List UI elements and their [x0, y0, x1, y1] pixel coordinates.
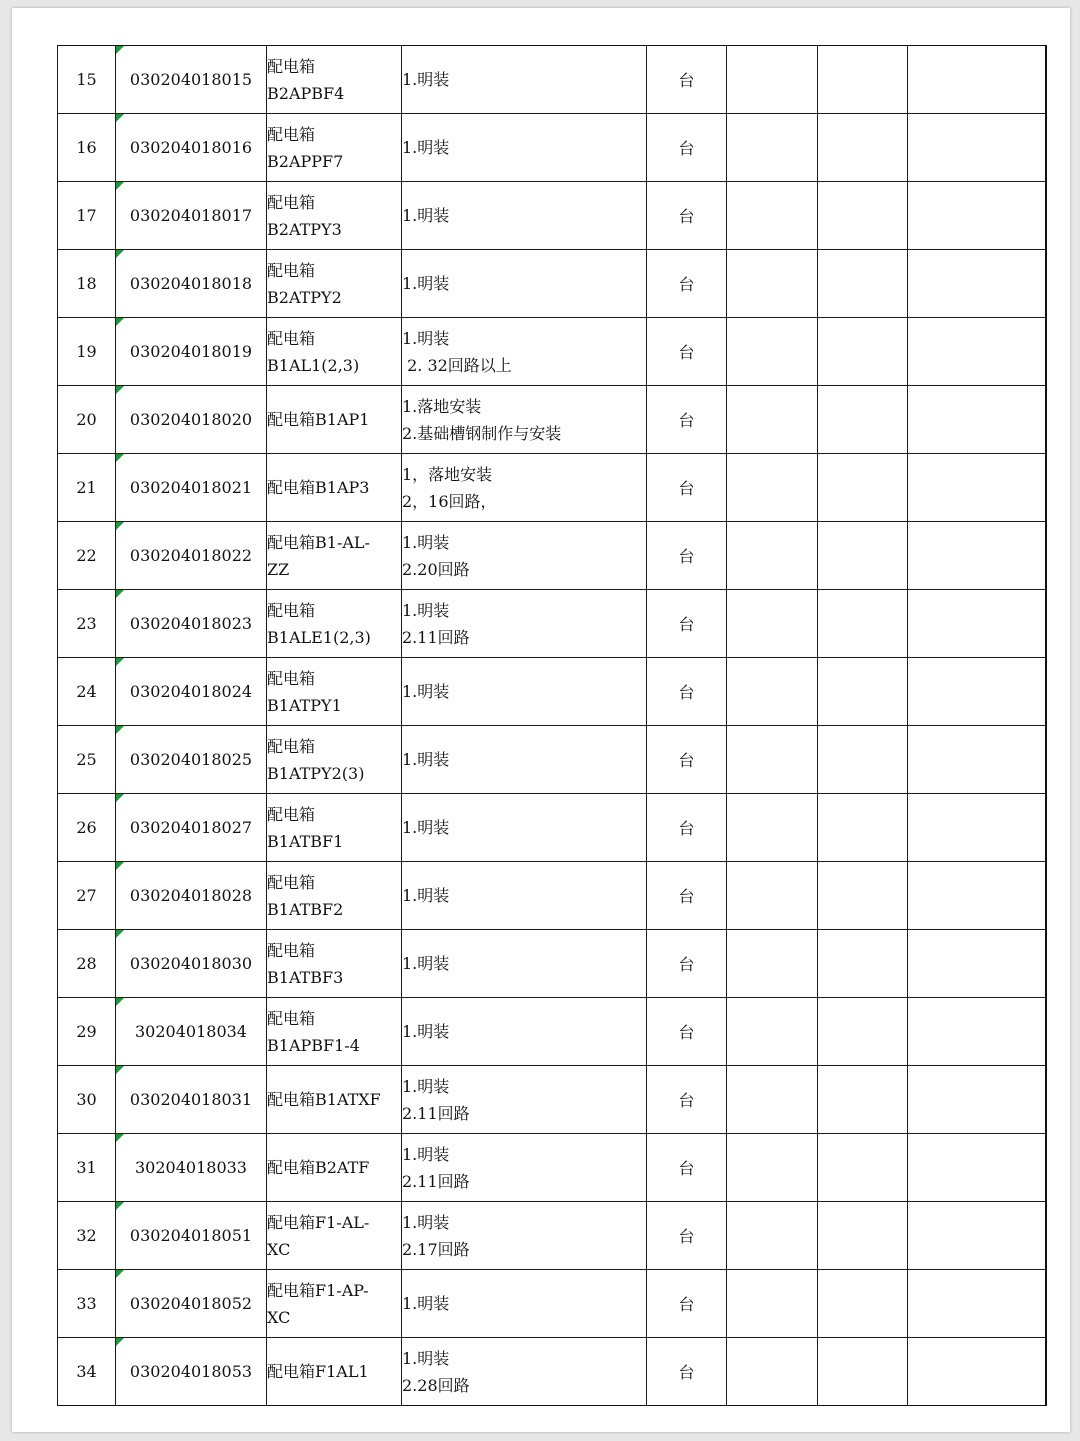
quantity-cell — [727, 794, 818, 862]
quantity-cell — [727, 182, 818, 250]
row-number-cell: 17 — [58, 182, 116, 250]
unit-price-cell — [818, 930, 908, 998]
item-feature-line: 1.明装 — [402, 328, 450, 348]
table-row — [58, 658, 1046, 726]
item-name-cell — [267, 1270, 402, 1338]
item-name-line: B1ATPY2(3) — [267, 763, 365, 783]
quantity-cell — [727, 930, 818, 998]
cell-comment-flag-icon — [116, 250, 124, 258]
item-name-cell — [267, 998, 402, 1066]
row-number-cell: 19 — [58, 318, 116, 386]
item-code-cell — [116, 658, 267, 726]
quantity-cell — [727, 1338, 818, 1406]
table-row — [58, 998, 1046, 1066]
cell-comment-flag-icon — [116, 386, 124, 394]
item-feature-cell — [402, 318, 647, 386]
item-feature-line: 1.明装 — [402, 1076, 450, 1096]
total-price-cell — [908, 522, 1046, 590]
cell-comment-flag-icon — [116, 46, 124, 54]
item-code-cell — [116, 46, 267, 114]
item-feature-cell — [402, 1270, 647, 1338]
item-feature-cell — [402, 46, 647, 114]
cell-comment-flag-icon — [116, 794, 124, 802]
cell-comment-flag-icon — [116, 930, 124, 938]
item-name-line: 配电箱B1AP1 — [267, 410, 370, 429]
item-feature-line: 2，16回路， — [402, 491, 497, 511]
item-name-cell — [267, 658, 402, 726]
item-feature-line: 2.11回路 — [402, 1103, 470, 1123]
item-feature-cell — [402, 250, 647, 318]
item-feature-line: 2.基础槽钢制作与安装 — [402, 423, 562, 443]
item-feature-cell — [402, 658, 647, 726]
item-name-line: B2ATPY3 — [267, 219, 342, 239]
unit-cell: 台 — [647, 862, 727, 930]
item-code-text: 030204018031 — [129, 1090, 253, 1109]
unit-price-cell — [818, 726, 908, 794]
total-price-cell — [908, 454, 1046, 522]
item-name-line: 配电箱 — [267, 124, 316, 144]
unit-price-cell — [818, 250, 908, 318]
item-code-cell — [116, 1134, 267, 1202]
quantity-cell — [727, 658, 818, 726]
item-name-line: 配电箱 — [267, 1008, 316, 1028]
item-name-line: XC — [267, 1307, 291, 1327]
item-code-cell — [116, 726, 267, 794]
item-feature-line: 1.明装 — [402, 532, 450, 552]
unit-price-cell — [818, 794, 908, 862]
item-name-cell — [267, 46, 402, 114]
total-price-cell — [908, 930, 1046, 998]
item-name-line: 配电箱 — [267, 872, 316, 892]
table-row — [58, 1134, 1046, 1202]
row-number-cell: 23 — [58, 590, 116, 658]
item-code-cell — [116, 930, 267, 998]
quantity-cell — [727, 1134, 818, 1202]
row-number-cell: 30 — [58, 1066, 116, 1134]
item-feature-line: 2.28回路 — [402, 1375, 470, 1395]
unit-price-cell — [818, 1134, 908, 1202]
total-price-cell — [908, 998, 1046, 1066]
item-feature-line: 1.落地安装 — [402, 396, 482, 416]
unit-price-cell — [818, 1338, 908, 1406]
item-name-cell — [267, 1338, 402, 1406]
item-name-cell — [267, 522, 402, 590]
unit-price-cell — [818, 1270, 908, 1338]
table-row — [58, 1202, 1046, 1270]
item-name-line: ZZ — [267, 559, 290, 579]
item-code-text: 030204018019 — [129, 342, 253, 361]
unit-cell: 台 — [647, 794, 727, 862]
item-name-cell — [267, 794, 402, 862]
item-code-cell — [116, 1270, 267, 1338]
total-price-cell — [908, 386, 1046, 454]
item-feature-cell — [402, 522, 647, 590]
unit-price-cell — [818, 1202, 908, 1270]
cell-comment-flag-icon — [116, 1134, 124, 1142]
quantity-cell — [727, 590, 818, 658]
table-row — [58, 862, 1046, 930]
table-row — [58, 46, 1046, 114]
total-price-cell — [908, 182, 1046, 250]
item-name-cell — [267, 1066, 402, 1134]
item-name-line: B1ATPY1 — [267, 695, 342, 715]
unit-cell: 台 — [647, 590, 727, 658]
row-number-cell: 22 — [58, 522, 116, 590]
row-number-cell: 31 — [58, 1134, 116, 1202]
item-code-text: 030204018023 — [129, 614, 253, 633]
table-row — [58, 1338, 1046, 1406]
item-feature-line: 1.明装 — [402, 1212, 450, 1232]
item-code-cell — [116, 1338, 267, 1406]
item-feature-line: 1.明装 — [402, 70, 450, 89]
table-body — [58, 46, 1046, 1406]
total-price-cell — [908, 250, 1046, 318]
item-code-cell — [116, 386, 267, 454]
total-price-cell — [908, 1134, 1046, 1202]
item-code-text: 030204018022 — [129, 546, 253, 565]
cell-comment-flag-icon — [116, 998, 124, 1006]
item-feature-line: 1.明装 — [402, 206, 450, 225]
item-feature-line: 2. 32回路以上 — [402, 355, 512, 375]
unit-cell: 台 — [647, 1202, 727, 1270]
item-name-line: 配电箱 — [267, 56, 316, 76]
total-price-cell — [908, 1270, 1046, 1338]
item-name-line: B1AL1(2,3) — [267, 355, 360, 375]
item-code-cell — [116, 182, 267, 250]
item-feature-line: 2.11回路 — [402, 1171, 470, 1191]
cell-comment-flag-icon — [116, 1066, 124, 1074]
item-name-line: 配电箱 — [267, 328, 316, 348]
unit-cell: 台 — [647, 182, 727, 250]
unit-price-cell — [818, 998, 908, 1066]
total-price-cell — [908, 794, 1046, 862]
item-feature-cell — [402, 998, 647, 1066]
unit-cell: 台 — [647, 522, 727, 590]
total-price-cell — [908, 590, 1046, 658]
cell-comment-flag-icon — [116, 522, 124, 530]
table-row — [58, 182, 1046, 250]
row-number-cell: 34 — [58, 1338, 116, 1406]
item-code-cell — [116, 114, 267, 182]
quantity-cell — [727, 1270, 818, 1338]
unit-price-cell — [818, 1066, 908, 1134]
item-feature-cell — [402, 114, 647, 182]
cell-comment-flag-icon — [116, 1338, 124, 1346]
unit-cell: 台 — [647, 1134, 727, 1202]
cell-comment-flag-icon — [116, 726, 124, 734]
item-name-cell — [267, 318, 402, 386]
cell-comment-flag-icon — [116, 590, 124, 598]
item-feature-cell — [402, 794, 647, 862]
total-price-cell — [908, 318, 1046, 386]
unit-price-cell — [818, 658, 908, 726]
cell-comment-flag-icon — [116, 114, 124, 122]
table-row — [58, 930, 1046, 998]
total-price-cell — [908, 1066, 1046, 1134]
item-feature-cell — [402, 1066, 647, 1134]
cell-comment-flag-icon — [116, 454, 124, 462]
item-code-text: 030204018053 — [129, 1362, 253, 1381]
item-feature-line: 2.11回路 — [402, 627, 470, 647]
item-feature-cell — [402, 1202, 647, 1270]
quantity-cell — [727, 1202, 818, 1270]
item-feature-cell — [402, 1134, 647, 1202]
item-code-cell — [116, 318, 267, 386]
cell-comment-flag-icon — [116, 658, 124, 666]
unit-cell: 台 — [647, 658, 727, 726]
item-code-text: 030204018027 — [129, 818, 253, 837]
unit-cell: 台 — [647, 250, 727, 318]
item-feature-cell — [402, 386, 647, 454]
item-name-line: 配电箱F1-AL- — [267, 1212, 370, 1232]
unit-price-cell — [818, 182, 908, 250]
item-name-line: 配电箱 — [267, 804, 316, 824]
cell-comment-flag-icon — [116, 862, 124, 870]
item-code-cell — [116, 794, 267, 862]
item-code-text: 30204018034 — [135, 1022, 247, 1041]
item-feature-line: 1.明装 — [402, 886, 450, 905]
row-number-cell: 18 — [58, 250, 116, 318]
item-code-cell — [116, 862, 267, 930]
item-code-cell — [116, 250, 267, 318]
unit-cell: 台 — [647, 454, 727, 522]
total-price-cell — [908, 1338, 1046, 1406]
unit-price-cell — [818, 862, 908, 930]
item-feature-cell — [402, 182, 647, 250]
item-name-cell — [267, 590, 402, 658]
quantity-cell — [727, 46, 818, 114]
unit-price-cell — [818, 46, 908, 114]
cell-comment-flag-icon — [116, 182, 124, 190]
row-number-cell: 32 — [58, 1202, 116, 1270]
total-price-cell — [908, 46, 1046, 114]
item-name-cell — [267, 1134, 402, 1202]
unit-cell: 台 — [647, 1270, 727, 1338]
item-code-text: 030204018016 — [129, 138, 253, 157]
item-feature-cell — [402, 930, 647, 998]
quantity-cell — [727, 114, 818, 182]
item-code-cell — [116, 998, 267, 1066]
item-name-cell — [267, 114, 402, 182]
item-name-cell — [267, 862, 402, 930]
cell-comment-flag-icon — [116, 1270, 124, 1278]
item-name-line: B1ALE1(2,3) — [267, 627, 371, 647]
item-name-line: 配电箱 — [267, 668, 316, 688]
item-name-line: 配电箱F1AL1 — [267, 1362, 369, 1381]
item-feature-cell — [402, 726, 647, 794]
table-row — [58, 250, 1046, 318]
item-feature-line: 1.明装 — [402, 1022, 450, 1041]
table-row — [58, 590, 1046, 658]
row-number-cell: 24 — [58, 658, 116, 726]
row-number-cell: 28 — [58, 930, 116, 998]
table-row — [58, 1066, 1046, 1134]
quantity-cell — [727, 386, 818, 454]
total-price-cell — [908, 114, 1046, 182]
unit-cell: 台 — [647, 386, 727, 454]
item-code-text: 030204018052 — [129, 1294, 253, 1313]
row-number-cell: 15 — [58, 46, 116, 114]
item-feature-line: 1，落地安装 — [402, 464, 493, 484]
table-row — [58, 1270, 1046, 1338]
unit-cell: 台 — [647, 726, 727, 794]
item-name-cell — [267, 930, 402, 998]
item-name-line: 配电箱B1-AL- — [267, 532, 370, 552]
item-feature-cell — [402, 1338, 647, 1406]
item-code-cell — [116, 1202, 267, 1270]
row-number-cell: 21 — [58, 454, 116, 522]
table-row — [58, 454, 1046, 522]
item-name-line: B1ATBF2 — [267, 899, 344, 919]
row-number-cell: 26 — [58, 794, 116, 862]
item-feature-cell — [402, 862, 647, 930]
row-number-cell: 25 — [58, 726, 116, 794]
item-name-cell — [267, 454, 402, 522]
item-code-text: 030204018017 — [129, 206, 253, 225]
item-feature-cell — [402, 454, 647, 522]
item-feature-line: 1.明装 — [402, 1144, 450, 1164]
item-feature-line: 1.明装 — [402, 1294, 450, 1313]
item-feature-line: 1.明装 — [402, 818, 450, 837]
item-feature-line: 1.明装 — [402, 954, 450, 973]
unit-price-cell — [818, 454, 908, 522]
table-row — [58, 522, 1046, 590]
item-code-cell — [116, 522, 267, 590]
quantity-cell — [727, 250, 818, 318]
item-feature-cell — [402, 590, 647, 658]
item-feature-line: 1.明装 — [402, 750, 450, 769]
quantity-cell — [727, 454, 818, 522]
cell-comment-flag-icon — [116, 318, 124, 326]
unit-cell: 台 — [647, 1338, 727, 1406]
quantity-cell — [727, 318, 818, 386]
item-name-line: 配电箱B1AP3 — [267, 478, 370, 497]
item-code-cell — [116, 1066, 267, 1134]
unit-cell: 台 — [647, 114, 727, 182]
item-name-line: B1ATBF1 — [267, 831, 344, 851]
total-price-cell — [908, 862, 1046, 930]
row-number-cell: 20 — [58, 386, 116, 454]
item-name-line: 配电箱B2ATF — [267, 1158, 370, 1177]
item-name-line: B2ATPY2 — [267, 287, 342, 307]
item-name-line: 配电箱 — [267, 600, 316, 620]
row-number-cell: 33 — [58, 1270, 116, 1338]
item-name-line: XC — [267, 1239, 291, 1259]
item-name-line: B2APBF4 — [267, 83, 345, 103]
document-page — [12, 8, 1070, 1432]
item-name-line: 配电箱F1-AP- — [267, 1280, 369, 1300]
item-feature-line: 2.17回路 — [402, 1239, 470, 1259]
item-name-line: 配电箱 — [267, 736, 316, 756]
item-name-cell — [267, 250, 402, 318]
item-name-line: 配电箱B1ATXF — [267, 1090, 381, 1109]
unit-price-cell — [818, 522, 908, 590]
quantity-cell — [727, 1066, 818, 1134]
unit-price-cell — [818, 386, 908, 454]
item-feature-line: 1.明装 — [402, 682, 450, 701]
unit-cell: 台 — [647, 46, 727, 114]
item-code-text: 030204018018 — [129, 274, 253, 293]
item-feature-line: 1.明装 — [402, 274, 450, 293]
item-name-line: B2APPF7 — [267, 151, 344, 171]
unit-price-cell — [818, 114, 908, 182]
item-name-cell — [267, 1202, 402, 1270]
item-name-line: B1APBF1-4 — [267, 1035, 360, 1055]
item-code-text: 030204018028 — [129, 886, 253, 905]
unit-cell: 台 — [647, 930, 727, 998]
unit-price-cell — [818, 590, 908, 658]
item-name-cell — [267, 182, 402, 250]
table-row — [58, 386, 1046, 454]
unit-cell: 台 — [647, 1066, 727, 1134]
item-name-line: 配电箱 — [267, 940, 316, 960]
quantity-cell — [727, 522, 818, 590]
total-price-cell — [908, 658, 1046, 726]
item-code-text: 030204018030 — [129, 954, 253, 973]
item-code-cell — [116, 454, 267, 522]
item-name-line: B1ATBF3 — [267, 967, 344, 987]
row-number-cell: 29 — [58, 998, 116, 1066]
cell-comment-flag-icon — [116, 1202, 124, 1210]
table-row — [58, 726, 1046, 794]
item-name-cell — [267, 386, 402, 454]
quantity-cell — [727, 726, 818, 794]
item-name-line: 配电箱 — [267, 260, 316, 280]
item-feature-line: 1.明装 — [402, 138, 450, 157]
item-name-line: 配电箱 — [267, 192, 316, 212]
total-price-cell — [908, 726, 1046, 794]
table-row — [58, 114, 1046, 182]
item-name-cell — [267, 726, 402, 794]
unit-cell: 台 — [647, 998, 727, 1066]
item-feature-line: 2.20回路 — [402, 559, 470, 579]
item-code-text: 30204018033 — [135, 1158, 247, 1177]
bill-of-quantities-table — [57, 45, 1047, 1406]
item-feature-line: 1.明装 — [402, 1348, 450, 1368]
item-feature-line: 1.明装 — [402, 600, 450, 620]
row-number-cell: 16 — [58, 114, 116, 182]
quantity-cell — [727, 862, 818, 930]
item-code-text: 030204018020 — [129, 410, 253, 429]
item-code-text: 030204018015 — [129, 70, 253, 89]
unit-cell: 台 — [647, 318, 727, 386]
row-number-cell: 27 — [58, 862, 116, 930]
unit-price-cell — [818, 318, 908, 386]
item-code-text: 030204018051 — [129, 1226, 253, 1245]
quantity-cell — [727, 998, 818, 1066]
total-price-cell — [908, 1202, 1046, 1270]
item-code-cell — [116, 590, 267, 658]
table-row — [58, 794, 1046, 862]
table-row — [58, 318, 1046, 386]
item-code-text: 030204018021 — [129, 478, 253, 497]
item-code-text: 030204018025 — [129, 750, 253, 769]
item-code-text: 030204018024 — [129, 682, 253, 701]
